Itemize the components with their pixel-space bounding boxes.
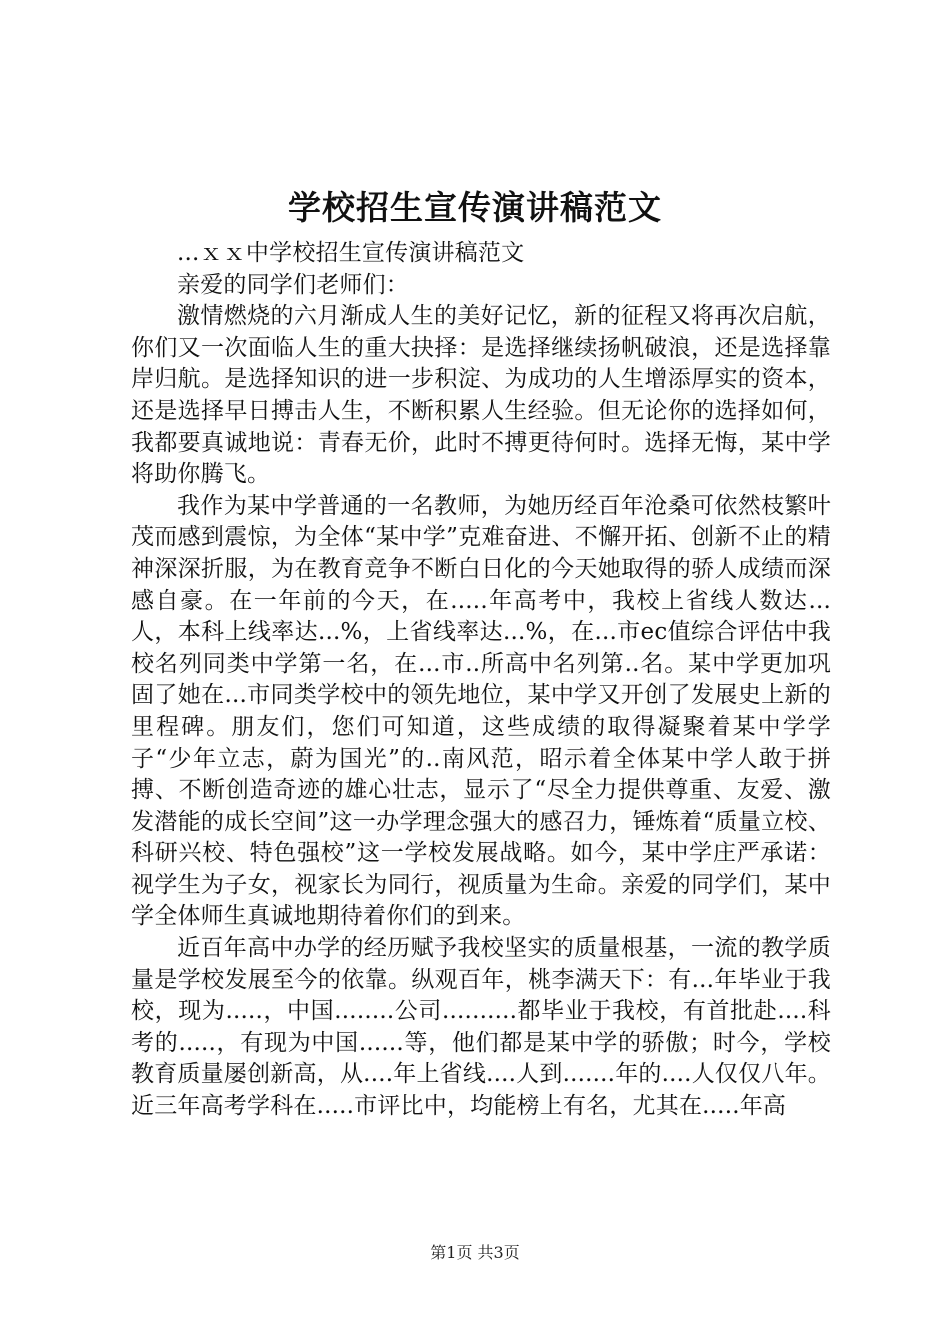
page-footer: 第1页 共3页 bbox=[430, 1243, 520, 1262]
paragraph: 我作为某中学普通的一名教师，为她历经百年沧桑可依然枝繁叶茂而感到震惊，为全体“某中学”克难奋进、不懈开拓、创新不止的精神深深折服，为在教育竞争不断白日化的今天她取得的骄人成绩而深感自豪。在一年前的今天，在.....年高考中，我校上省线人数达...人，本科上线率达...%，上省线率达...%，在...市ec值综合评估中我校名列同类中学第一名，在...市..所高中名列第..名。某中学更加巩固了她在...市同类学校中的领先地位，某中学又开创了发展史上新的里程碑。朋友们，您们可知道，这些成绩的取得凝聚着某中学学子“少年立志，蔚为国光”的..南风范，昭示着全体某中学人敢于拼搏、不断创造奇迹的雄心壮志，显示了“尽全力提供尊重、友爱、激发潜能的成长空间”这一办学理念强大的感召力，锤炼着“质量立校、科研兴校、特色强校”这一学校发展战略。如今，某中学庄严承诺：视学生为子女，视家长为同行，视质量为生命。亲爱的同学们，某中学全体师生真诚地期待着你们的到来。 bbox=[131, 492, 831, 930]
paragraph: 近百年高中办学的经历赋予我校坚实的质量根基，一流的教学质量是学校发展至今的依靠。纵观百年，桃李满天下：有...年毕业于我校，现为.....，中国........公司..........都毕业于我校，有首批赴....科考的.....，有现为中国......等，他们都是某中学的骄傲；时今，学校教育质量屡创新高，从....年上省线....人到.......年的....人仅仅八年。近三年高考学科在.....市评比中，均能榜上有名，尤其在.....年高 bbox=[131, 935, 831, 1120]
document-body bbox=[131, 238, 831, 1123]
subtitle-line: ...ｘｘ中学校招生宣传演讲稿范文 bbox=[177, 240, 525, 266]
salutation: 亲爱的同学们老师们： bbox=[177, 271, 409, 298]
paragraph: 激情燃烧的六月渐成人生的美好记忆，新的征程又将再次启航，你们又一次面临人生的重大抉择：是选择继续扬帆破浪，还是选择靠岸归航。是选择知识的进一步积淀、为成功的人生增添厚实的资本，还是选择早日搏击人生，不断积累人生经验。但无论你的选择如何，我都要真诚地说：青春无价，此时不搏更待何时。选择无悔，某中学将助你腾飞。 bbox=[131, 303, 831, 488]
document-title: 学校招生宣传演讲稿范文 bbox=[288, 188, 662, 227]
